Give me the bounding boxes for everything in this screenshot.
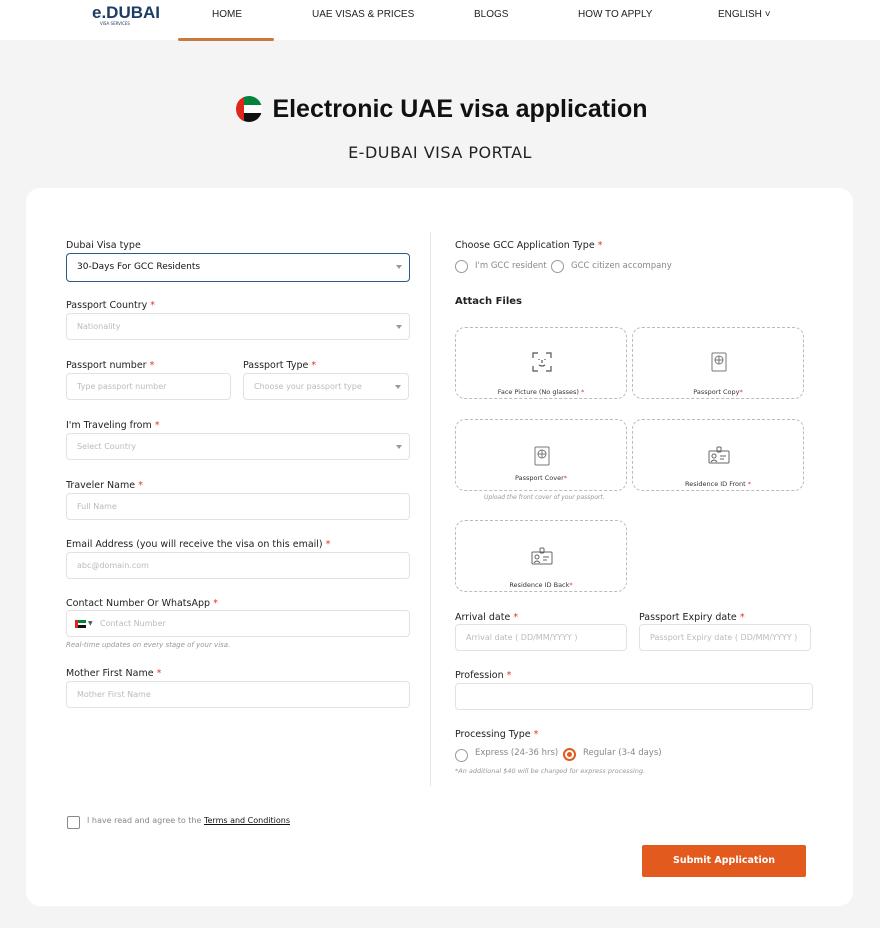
processing-hint: *An additional $40 will be charged for express processing. — [455, 767, 646, 775]
passport-icon — [711, 352, 727, 372]
page-title: Electronic UAE visa application — [272, 95, 648, 123]
passport-number-input[interactable]: Type passport number — [66, 373, 231, 400]
uae-flag-icon — [75, 620, 86, 628]
id-card-icon — [708, 446, 730, 464]
processing-type-label: Processing Type * — [455, 729, 539, 740]
gcc-type-label: Choose GCC Application Type * — [455, 240, 603, 251]
submit-application-button[interactable]: Submit Application — [642, 845, 806, 877]
passport-expiry-label: Passport Expiry date * — [639, 612, 745, 623]
gcc-resident-radio[interactable] — [455, 260, 468, 273]
country-code-dropdown-icon[interactable]: ▼ — [88, 620, 93, 627]
contact-placeholder: Contact Number — [100, 619, 166, 628]
chevron-down-icon: ˅ — [764, 9, 771, 20]
email-input[interactable]: abc@domain.com — [66, 552, 410, 579]
passport-country-label: Passport Country * — [66, 300, 156, 311]
language-label: ENGLISH — [718, 9, 762, 20]
nav-blogs[interactable]: BLOGS — [474, 9, 509, 20]
profession-input[interactable] — [455, 683, 813, 710]
email-label: Email Address (you will receive the visa on this email) * — [66, 539, 331, 550]
terms-text: I have read and agree to the Terms and Conditions — [87, 816, 291, 825]
face-picture-caption: Face Picture (No glasses) * — [497, 388, 585, 396]
traveler-name-input[interactable]: Full Name — [66, 493, 410, 520]
residence-id-front-upload[interactable] — [632, 419, 804, 491]
passport-type-label: Passport Type * — [243, 360, 317, 371]
passport-cover-hint: Upload the front cover of your passport. — [484, 494, 605, 501]
residence-id-back-upload[interactable] — [455, 520, 627, 592]
contact-label: Contact Number Or WhatsApp * — [66, 598, 218, 609]
attach-files-title: Attach Files — [455, 296, 522, 307]
contact-input[interactable] — [66, 610, 410, 637]
visa-type-label: Dubai Visa type — [66, 240, 141, 251]
visa-type-select[interactable]: 30-Days For GCC Residents — [66, 253, 410, 282]
gcc-resident-label: I'm GCC resident — [475, 261, 547, 271]
traveling-from-select[interactable]: Select Country — [66, 433, 410, 460]
column-divider — [430, 232, 431, 786]
gcc-citizen-accompany-radio[interactable] — [551, 260, 564, 273]
nav-home[interactable]: HOME — [212, 9, 242, 20]
express-radio[interactable] — [455, 749, 468, 762]
nav-visas[interactable]: UAE VISAS & PRICES — [312, 9, 415, 20]
passport-copy-upload[interactable] — [632, 327, 804, 399]
language-select[interactable] — [718, 9, 771, 20]
logo-text: e.DUBAI — [92, 3, 161, 22]
terms-link[interactable]: Terms and Conditions — [203, 816, 291, 825]
passport-expiry-input[interactable]: Passport Expiry date ( DD/MM/YYYY ) — [639, 624, 811, 651]
passport-icon — [534, 446, 550, 466]
residence-id-back-caption: Residence ID Back* — [509, 581, 573, 589]
gcc-citizen-accompany-label: GCC citizen accompany — [571, 261, 672, 271]
logo[interactable] — [88, 0, 163, 28]
passport-cover-caption: Passport Cover* — [514, 474, 568, 482]
mother-name-label: Mother First Name * — [66, 668, 162, 679]
regular-label: Regular (3-4 days) — [583, 748, 662, 758]
logo-sub: VISA SERVICES — [100, 21, 130, 26]
traveling-from-label: I'm Traveling from * — [66, 420, 160, 431]
face-scan-icon — [532, 352, 552, 372]
active-nav-indicator — [178, 38, 274, 41]
passport-cover-upload[interactable] — [455, 419, 627, 491]
page-subtitle: E-DUBAI VISA PORTAL — [348, 143, 532, 162]
id-card-icon — [531, 547, 553, 565]
nav-how-to-apply[interactable]: HOW TO APPLY — [578, 9, 653, 20]
residence-id-front-caption: Residence ID Front * — [684, 480, 752, 488]
arrival-date-input[interactable]: Arrival date ( DD/MM/YYYY ) — [455, 624, 627, 651]
contact-hint: Real-time updates on every stage of your visa. — [66, 641, 231, 649]
profession-label: Profession * — [455, 670, 512, 681]
top-nav — [0, 0, 880, 40]
mother-name-input[interactable]: Mother First Name — [66, 681, 410, 708]
traveler-name-label: Traveler Name * — [66, 480, 143, 491]
face-picture-upload[interactable] — [455, 327, 627, 399]
terms-checkbox[interactable] — [67, 816, 80, 829]
passport-copy-caption: Passport Copy* — [693, 388, 743, 396]
passport-country-select[interactable]: Nationality — [66, 313, 410, 340]
passport-number-label: Passport number * — [66, 360, 155, 371]
passport-type-select[interactable]: Choose your passport type — [243, 373, 409, 400]
arrival-date-label: Arrival date * — [455, 612, 519, 623]
regular-radio[interactable] — [563, 748, 576, 761]
express-label: Express (24-36 hrs) — [475, 748, 559, 758]
